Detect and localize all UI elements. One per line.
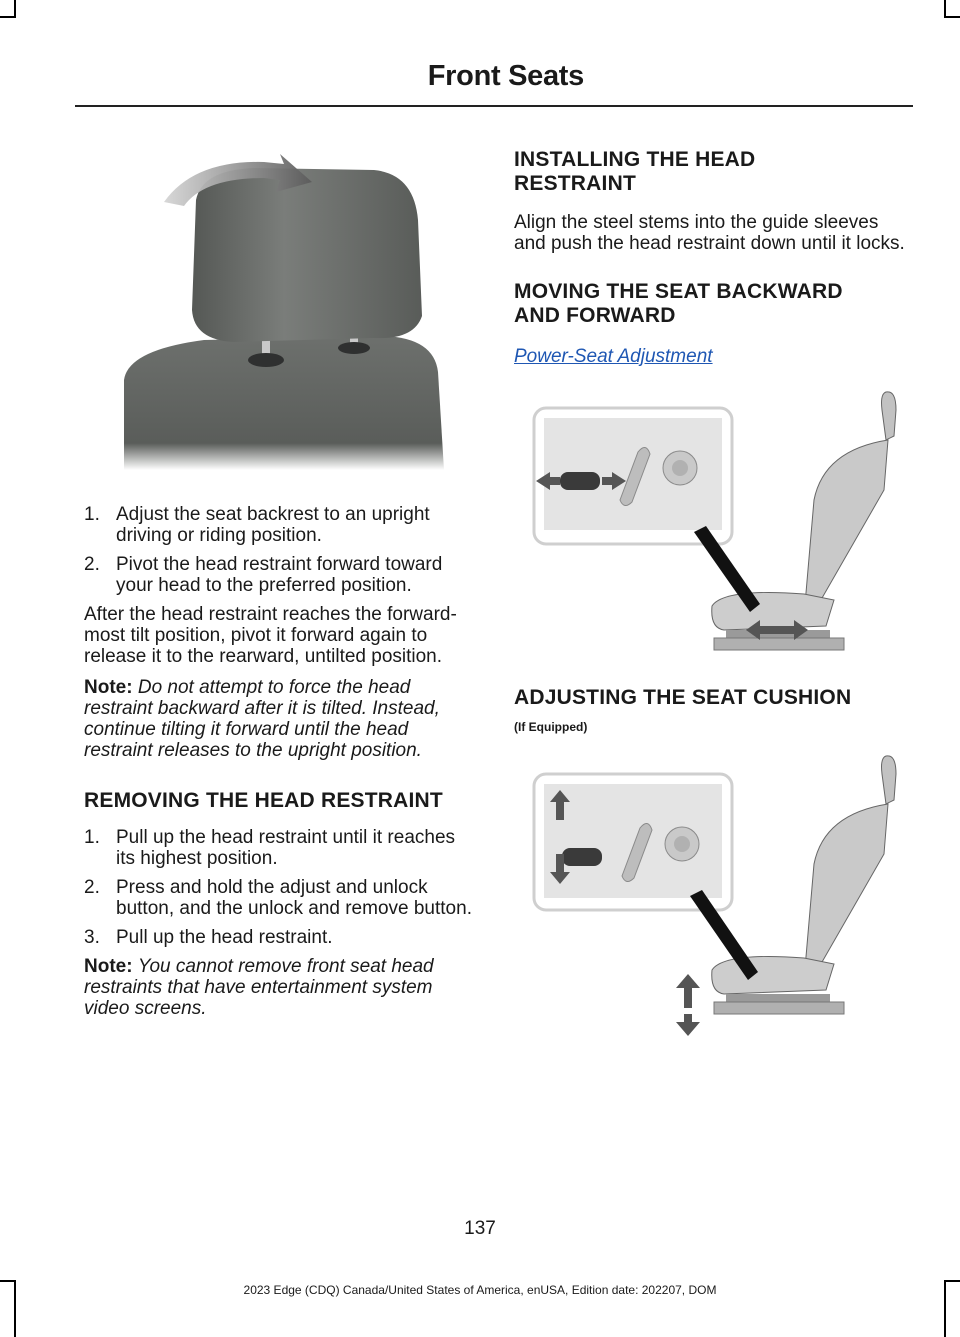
list-item: 1. Adjust the seat backrest to an upright driving or riding position.	[84, 504, 430, 546]
crop-mark	[0, 16, 16, 18]
list-item: 2. Press and hold the adjust and unlock button, and the unlock and remove button.	[84, 877, 472, 919]
left-column	[84, 140, 474, 1029]
list-item: 3. Pull up the head restraint.	[84, 927, 333, 948]
footer-edition: 2023 Edge (CDQ) Canada/United States of America, enUSA, Edition date: 202207, DOM	[243, 1283, 717, 1297]
power-seat-adjustment-link[interactable]: Power-Seat Adjustment	[514, 346, 713, 367]
right-column	[514, 140, 912, 1040]
header-divider	[75, 105, 913, 107]
tilt-steps-list	[84, 504, 474, 596]
if-equipped-label: (If Equipped)	[514, 720, 588, 734]
seat-cushion-tilt-illustration	[514, 740, 912, 1040]
page-title: Front Seats	[427, 60, 584, 92]
removing-steps-list	[84, 827, 474, 948]
heading-adjusting-seat-cushion: ADJUSTING THE SEAT CUSHION	[514, 686, 852, 709]
heading-removing-head-restraint: REMOVING THE HEAD RESTRAINT	[84, 789, 443, 812]
heading-moving-seat: MOVING THE SEAT BACKWARD AND FORWARD	[514, 280, 843, 327]
crop-mark	[944, 16, 960, 18]
head-restraint-tilt-illustration	[84, 140, 474, 470]
note-video-screens: Note: You cannot remove front seat head restraints that have entertainment system video screens.	[84, 956, 434, 1019]
note-tilt: Note: Do not attempt to force the head restraint backward after it is tilted. Instead, continue tilting it forward until the head restraint releases to the upright position.	[84, 677, 440, 761]
heading-installing-head-restraint: INSTALLING THE HEAD RESTRAINT	[514, 148, 756, 195]
list-item: 1. Pull up the head restraint until it reaches its highest position.	[84, 827, 456, 869]
list-item: 2. Pivot the head restraint forward toward your head to the preferred position.	[84, 554, 443, 596]
crop-mark	[944, 1280, 960, 1282]
page-number: 137	[464, 1218, 496, 1239]
crop-mark	[0, 1280, 16, 1282]
seat-fore-aft-illustration	[514, 380, 912, 660]
tilt-release-paragraph: After the head restraint reaches the forward-most tilt position, pivot it forward again to release it to the rearward, untilted position.	[84, 604, 457, 667]
install-paragraph: Align the steel stems into the guide sleeves and push the head restraint down until it locks.	[514, 212, 905, 254]
